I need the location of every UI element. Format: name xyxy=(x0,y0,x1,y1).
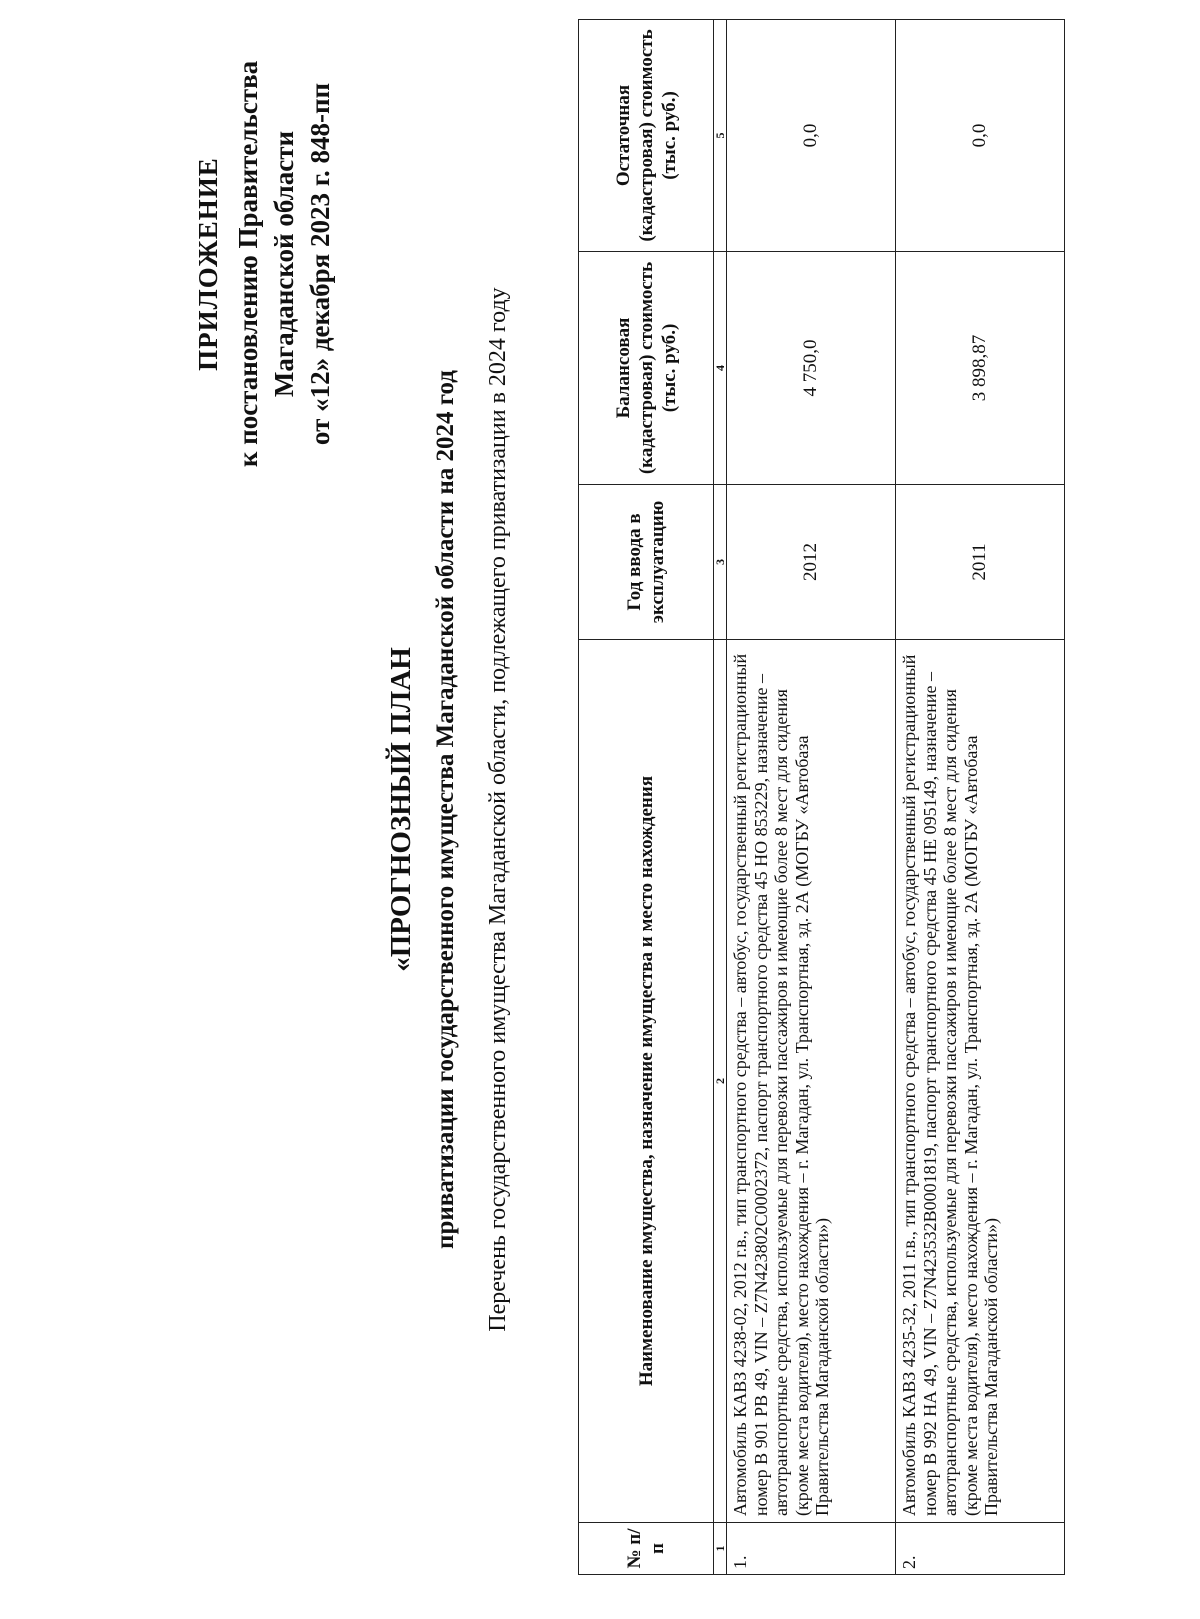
header-balance-value: Балансовая (кадастровая) стоимость (тыс. руб.) xyxy=(579,252,714,485)
list-heading: Перечень государственного имущества Магаданской области, подлежащего приватизации в 2024 году xyxy=(485,287,511,1332)
property-table xyxy=(578,19,1065,1575)
appendix-line-3: от «12» декабря 2023 г. 848-пп xyxy=(305,82,335,446)
row-number: 1. xyxy=(727,1523,896,1575)
column-number: 5 xyxy=(714,20,727,252)
row-number: 2. xyxy=(896,1523,1065,1575)
row-year: 2011 xyxy=(896,485,1065,640)
header-year: Год ввода в эксплуатацию xyxy=(579,485,714,640)
column-number: 1 xyxy=(714,1523,727,1575)
appendix-line-2: Магаданской области xyxy=(269,130,299,398)
appendix-block xyxy=(190,49,338,479)
row-residual-value: 0,0 xyxy=(727,20,896,252)
column-number: 4 xyxy=(714,252,727,485)
plan-title: «ПРОГНОЗНЫЙ ПЛАН xyxy=(385,647,417,972)
plan-subtitle: приватизации государственного имущества Магаданской области на 2024 год xyxy=(432,370,459,1249)
column-number: 2 xyxy=(714,640,727,1523)
header-description: Наименование имущества, назначение имущества и место нахождения xyxy=(579,640,714,1523)
row-description: Автомобиль КАВЗ 4235-32, 2011 г.в., тип транспортного средства – автобус, государственный регистрационный номер В 992 НА 49, VIN – Z7N423532B0001819, паспорт транспортного средства 45 НЕ 095149, назначение – автотранспортные средства, используемые для перевозки пассажиров и имеющие более 8 мест для сидения (кроме места водителя), место нахождения – г. Магадан, ул. Транспортная, зд. 2А (МОГБУ «Автобаза Правительства Магаданской области») xyxy=(896,640,1065,1523)
row-year: 2012 xyxy=(727,485,896,640)
appendix-line-1: к постановлению Правительства xyxy=(233,60,263,468)
row-balance-value: 4 750,0 xyxy=(727,252,896,485)
appendix-title: ПРИЛОЖЕНИЕ xyxy=(193,157,223,371)
table-row xyxy=(896,20,1065,1575)
row-description: Автомобиль КАВЗ 4238-02, 2012 г.в., тип транспортного средства – автобус, государственный регистрационный номер В 901 РВ 49, VIN – Z7N423802C0002372, паспорт транспортного средства 45 НО 853229, назначение – автотранспортные средства, используемые для перевозки пассажиров и имеющие более 8 мест для сидения (кроме места водителя), место нахождения – г. Магадан, ул. Транспортная, зд. 2А (МОГБУ «Автобаза Правительства Магаданской области») xyxy=(727,640,896,1523)
table-row xyxy=(727,20,896,1575)
row-residual-value: 0,0 xyxy=(896,20,1065,252)
header-number: № п/п xyxy=(579,1523,714,1575)
table-header-row xyxy=(579,20,714,1575)
column-number: 3 xyxy=(714,485,727,640)
row-balance-value: 3 898,87 xyxy=(896,252,1065,485)
column-number-row xyxy=(714,20,727,1575)
header-residual-value: Остаточная (кадастровая) стоимость (тыс. руб.) xyxy=(579,20,714,252)
